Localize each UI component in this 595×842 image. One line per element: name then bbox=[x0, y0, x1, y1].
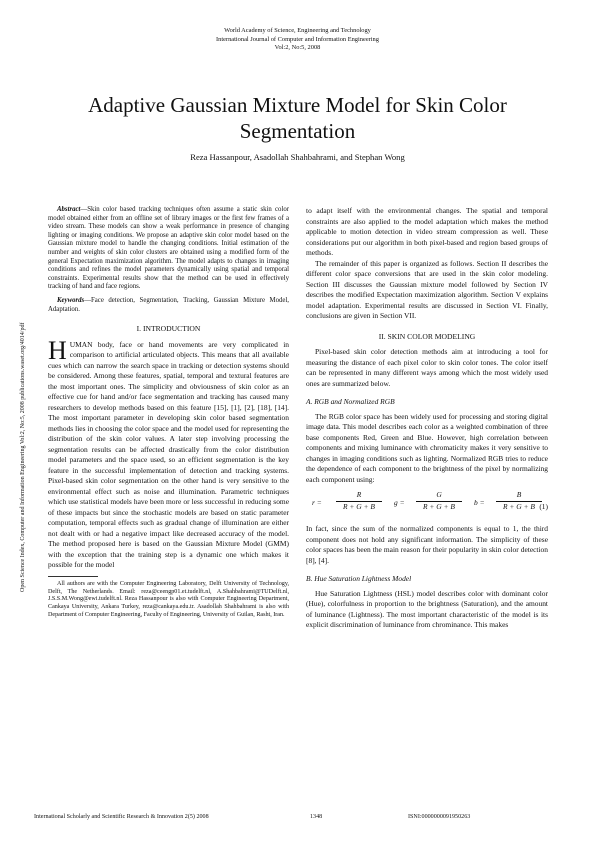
continuation-paragraph: to adapt itself with the environmental changes. The spatial and temporal constraints are also applied to the model adaptation which makes the method applicable to motion detection in video stream compression as well. These considerations put our algorithm in both pixel-based and region based groups of methods. bbox=[306, 206, 548, 257]
abstract-label: Abstract bbox=[57, 206, 81, 213]
eq-g-fraction bbox=[416, 490, 462, 512]
right-column bbox=[306, 206, 548, 631]
subsection-heading-rgb: A. RGB and Normalized RGB bbox=[306, 397, 395, 406]
eq-number: (1) bbox=[539, 502, 548, 511]
journal-header bbox=[0, 27, 595, 53]
equation-1 bbox=[306, 490, 548, 520]
footer-issn: ISNI:0000000091950263 bbox=[408, 814, 471, 820]
abstract-text: —Skin color based tracking techniques often assume a static skin color model obtained either from an offline set of library images or the first few frames of a video stream. These models can show a weak performance in presence of changing lighting or imaging conditions. We propose an adaptive skin color model based on the Gaussian mixture model to handle the changing conditions. Initial estimation of the number and weights of skin color clusters are obtained using a modified form of the general Expectation maximization algorithm. The model adapts to changes in imaging conditions and refines the model parameters dynamically using spatial and temporal constraints. Experimental results show that the method can be used in effectively tracking of hand and face regions. bbox=[48, 206, 289, 291]
eq-r-numerator: R bbox=[336, 490, 382, 502]
header-line-2: International Journal of Computer and Information Engineering bbox=[216, 35, 379, 43]
skin-modeling-paragraph: Pixel-based skin color detection methods aim at introducing a tool for measuring the distance of each pixel color to skin color tones. The color itself can be represented in many different ways among which the most widely used ones are summarized below. bbox=[306, 347, 548, 388]
intro-paragraph bbox=[48, 335, 289, 571]
left-column bbox=[48, 206, 289, 620]
header-line-3: Vol:2, No:5, 2008 bbox=[274, 44, 321, 52]
section-heading-skin-color-modeling: II. SKIN COLOR MODELING bbox=[378, 331, 476, 341]
footnote-rule bbox=[48, 576, 98, 577]
side-watermark: Open Science Index, Computer and Information Engineering Vol:2, No:5, 2008 publications.waset.org/4014/pdf bbox=[20, 322, 26, 592]
keywords-text: —Face detection, Segmentation, Tracking, Gaussian Mixture Model, Adaptation. bbox=[48, 296, 289, 313]
eq-b-fraction bbox=[496, 490, 542, 512]
abstract bbox=[48, 206, 289, 292]
hsl-paragraph: Hue Saturation Lightness (HSL) model describes color with dominant color (Hue), colorfulness in proportion to the brightness (Saturation), and the amount of luminance (Lightness). The most important characteristic of the model is its explicit discrimination of luminance from chrominance. This makes bbox=[306, 588, 548, 629]
paper-title: Adaptive Gaussian Mixture Model for Skin Color Segmentation bbox=[88, 93, 507, 143]
rgb-paragraph: The RGB color space has been widely used for processing and storing digital image data. This model describes each color as a weighted combination of three base components Red, Green and Blue. However, high correlation between components and mixing luminance with chromaticity makes it very sensitive to changes in imaging conditions such as lighting. Normalized RGB tries to reduce the dependence of each component to the brightness of the pixel by normalizing each component using: bbox=[306, 411, 548, 484]
eq-g-label: g = bbox=[394, 498, 405, 507]
eq-r-label: r = bbox=[312, 498, 322, 507]
author-list: Reza Hassanpour, Asadollah Shahbahrami, and Stephan Wong bbox=[190, 152, 405, 162]
eq-b-denominator: R + G + B bbox=[503, 501, 535, 511]
intro-text: UMAN body, face or hand movements are very complicated in comparison to artificial articulated objects. This means that all available cues which can narrow the search space in tracking or detection systems should be considered. Among these features, spatial, temporal and textural features are the most important ones. The simplicity and obviousness of skin color as an effective cue for hand and/or face segmentation and tracking has caused many researchers to develop methods based on this feature [15], [1], [2], [18], [14]. The most important parameter in developing skin color based segmentation methods lies in choosing the color space and the model used for representing the distribution of the skin color values. A later step involving processing the segmentation results can be affected drastically from the color distribution model parameters and the space used, so an efficient segmentation is the key feature in the successful implementation of detection and tracking systems. Pixel-based skin color segmentation on the other hand is very sensitive to the environmental effect such as noise and illumination. Parametric techniques which use statistical models have been more or less successful in reducing some of these impacts but since the stochastic models are based on static parameter computation, temporal effects such as gradual change of illumination are either not dealt with or had a negative impact like decreased accuracy of the model. The method proposed here is based on the Gaussian Mixture Model (GMM) with the exception that the training step is a dynamic one which makes it possible for the model bbox=[48, 339, 289, 570]
keywords bbox=[48, 297, 289, 314]
footer-journal: International Scholarly and Scientific Research & Innovation 2(5) 2008 bbox=[34, 814, 209, 820]
eq-b-label: b = bbox=[474, 498, 485, 507]
eq-b-numerator: B bbox=[496, 490, 542, 502]
organization-paragraph: The remainder of this paper is organized as follows. Section II describes the different color space conversions that are used in the skin color modeling. Section III discusses the Gaussian mixture model followed by Section IV describes the modified Expectation maximization algorithm. Section V explains model adaptation. Experimental results are discussed in Section VI. Finally, conclusions are given in Section VII. bbox=[306, 258, 548, 320]
eq-r-fraction bbox=[336, 490, 382, 512]
header-line-1: World Academy of Science, Engineering and Technology bbox=[224, 27, 371, 34]
keywords-label: Keywords bbox=[57, 296, 85, 304]
eq-g-numerator: G bbox=[416, 490, 462, 502]
drop-cap: H bbox=[48, 335, 67, 365]
footnote: All authors are with the Computer Engineering Laboratory, Delft University of Technology, Delft, The Netherlands. Email: reza@ceengp01.et.tudelft.nl, A.Shahbahrami@TUDelft.nl, J.S.S.M.Wong@ewi.tudelft.nl. Reza Hassanpour is also with Computer Engineering Department, Cankaya University, Ankara Turkey, reza@cankaya.edu.tr. Asadollah Shahbahrami is also with Department of Computer Engineering, Faculty of Engineering, University of Guilan, Rasht, Iran. bbox=[48, 580, 289, 619]
section-heading-introduction: I. INTRODUCTION bbox=[136, 324, 201, 334]
footer-page-number: 1348 bbox=[310, 814, 323, 820]
eq-g-denominator: R + G + B bbox=[423, 501, 455, 511]
eq-r-denominator: R + G + B bbox=[343, 501, 375, 511]
subsection-heading-hsl: B. Hue Saturation Lightness Model bbox=[306, 574, 412, 583]
after-equation-paragraph: In fact, since the sum of the normalized components is equal to 1, the third component does not hold any significant information. The simplicity of these color spaces has been the main reason for their popularity in skin color detection [8], [4]. bbox=[306, 524, 548, 565]
